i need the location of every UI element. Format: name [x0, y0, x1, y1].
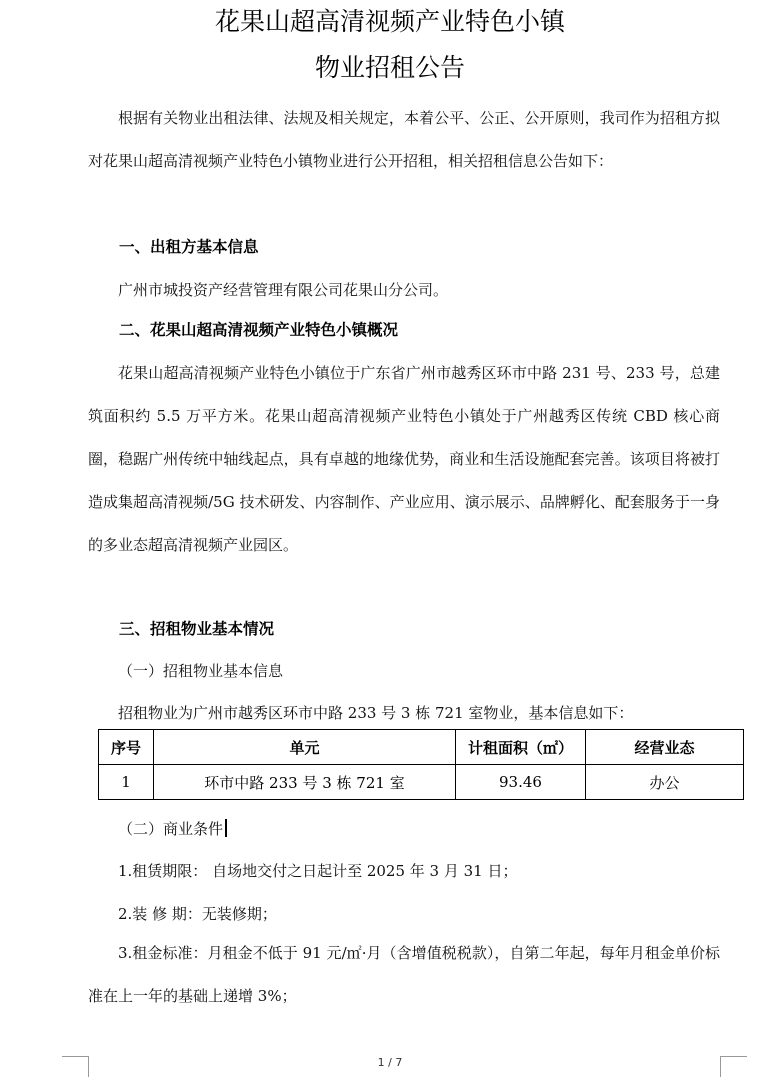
table-header-cell: 单元 — [154, 730, 456, 765]
table-header-row — [99, 730, 744, 765]
table-cell-unit: 环市中路 233 号 3 栋 721 室 — [154, 765, 456, 800]
section1-text: 广州市城投资产经营管理有限公司花果山分公司。 — [118, 281, 449, 299]
table-cell-usage: 办公 — [586, 765, 744, 800]
section2-heading: 二、花果山超高清视频产业特色小镇概况 — [119, 321, 399, 339]
table-header-cell: 经营业态 — [586, 730, 744, 765]
section1-heading: 一、出租方基本信息 — [119, 238, 259, 256]
table-cell-index: 1 — [99, 765, 154, 800]
subsection2-heading: （二）商业条件 — [118, 820, 224, 838]
term-renovation-period: 2.装 修 期：无装修期； — [118, 905, 277, 923]
subsection2-line[interactable] — [118, 818, 758, 840]
table-row — [99, 765, 744, 800]
subsection1-heading: （一）招租物业基本信息 — [118, 662, 284, 680]
section3-heading: 三、招租物业基本情况 — [119, 620, 275, 638]
table-header-cell: 序号 — [99, 730, 154, 765]
table-cell-area: 93.46 — [456, 765, 586, 800]
document-title-line1: 花果山超高清视频产业特色小镇 — [214, 7, 565, 36]
document-title-line2: 物业招租公告 — [314, 53, 465, 82]
subsection1-intro: 招租物业为广州市越秀区环市中路 233 号 3 栋 721 室物业，基本信息如下： — [118, 704, 634, 722]
section2-text: 花果山超高清视频产业特色小镇位于广东省广州市越秀区环市中路 231 号、233 号，总建筑面积约 5.5 万平方米。花果山超高清视频产业特色小镇处于广州越秀区传统 CBD 核心商圈，稳踞广州传统中轴线起点，具有卓越的地缘优势，商业和生活设施配套完善。该项目将被打造成集超高清视频/5G 技术研发、内容制作、产业应用、演示展示、品牌孵化、配套服务于一身的多业态超高清视频产业园区。 — [88, 364, 720, 554]
page-number: 1 / 7 — [377, 1056, 403, 1069]
term-lease-period: 1.租赁期限： 自场地交付之日起计至 2025 年 3 月 31 日； — [118, 862, 518, 880]
term-rent-standard: 3.租金标准：月租金不低于 91 元/㎡·月（含增值税税款），自第二年起，每年月租金单价标准在上一年的基础上递增 3%； — [88, 944, 720, 1005]
table-header-cell: 计租面积（㎡） — [456, 730, 586, 765]
intro-paragraph: 根据有关物业出租法律、法规及相关规定，本着公平、公正、公开原则，我司作为招租方拟对花果山超高清视频产业特色小镇物业进行公开招租，相关招租信息公告如下： — [88, 109, 720, 170]
property-info-table — [98, 729, 744, 800]
text-cursor — [225, 819, 227, 837]
